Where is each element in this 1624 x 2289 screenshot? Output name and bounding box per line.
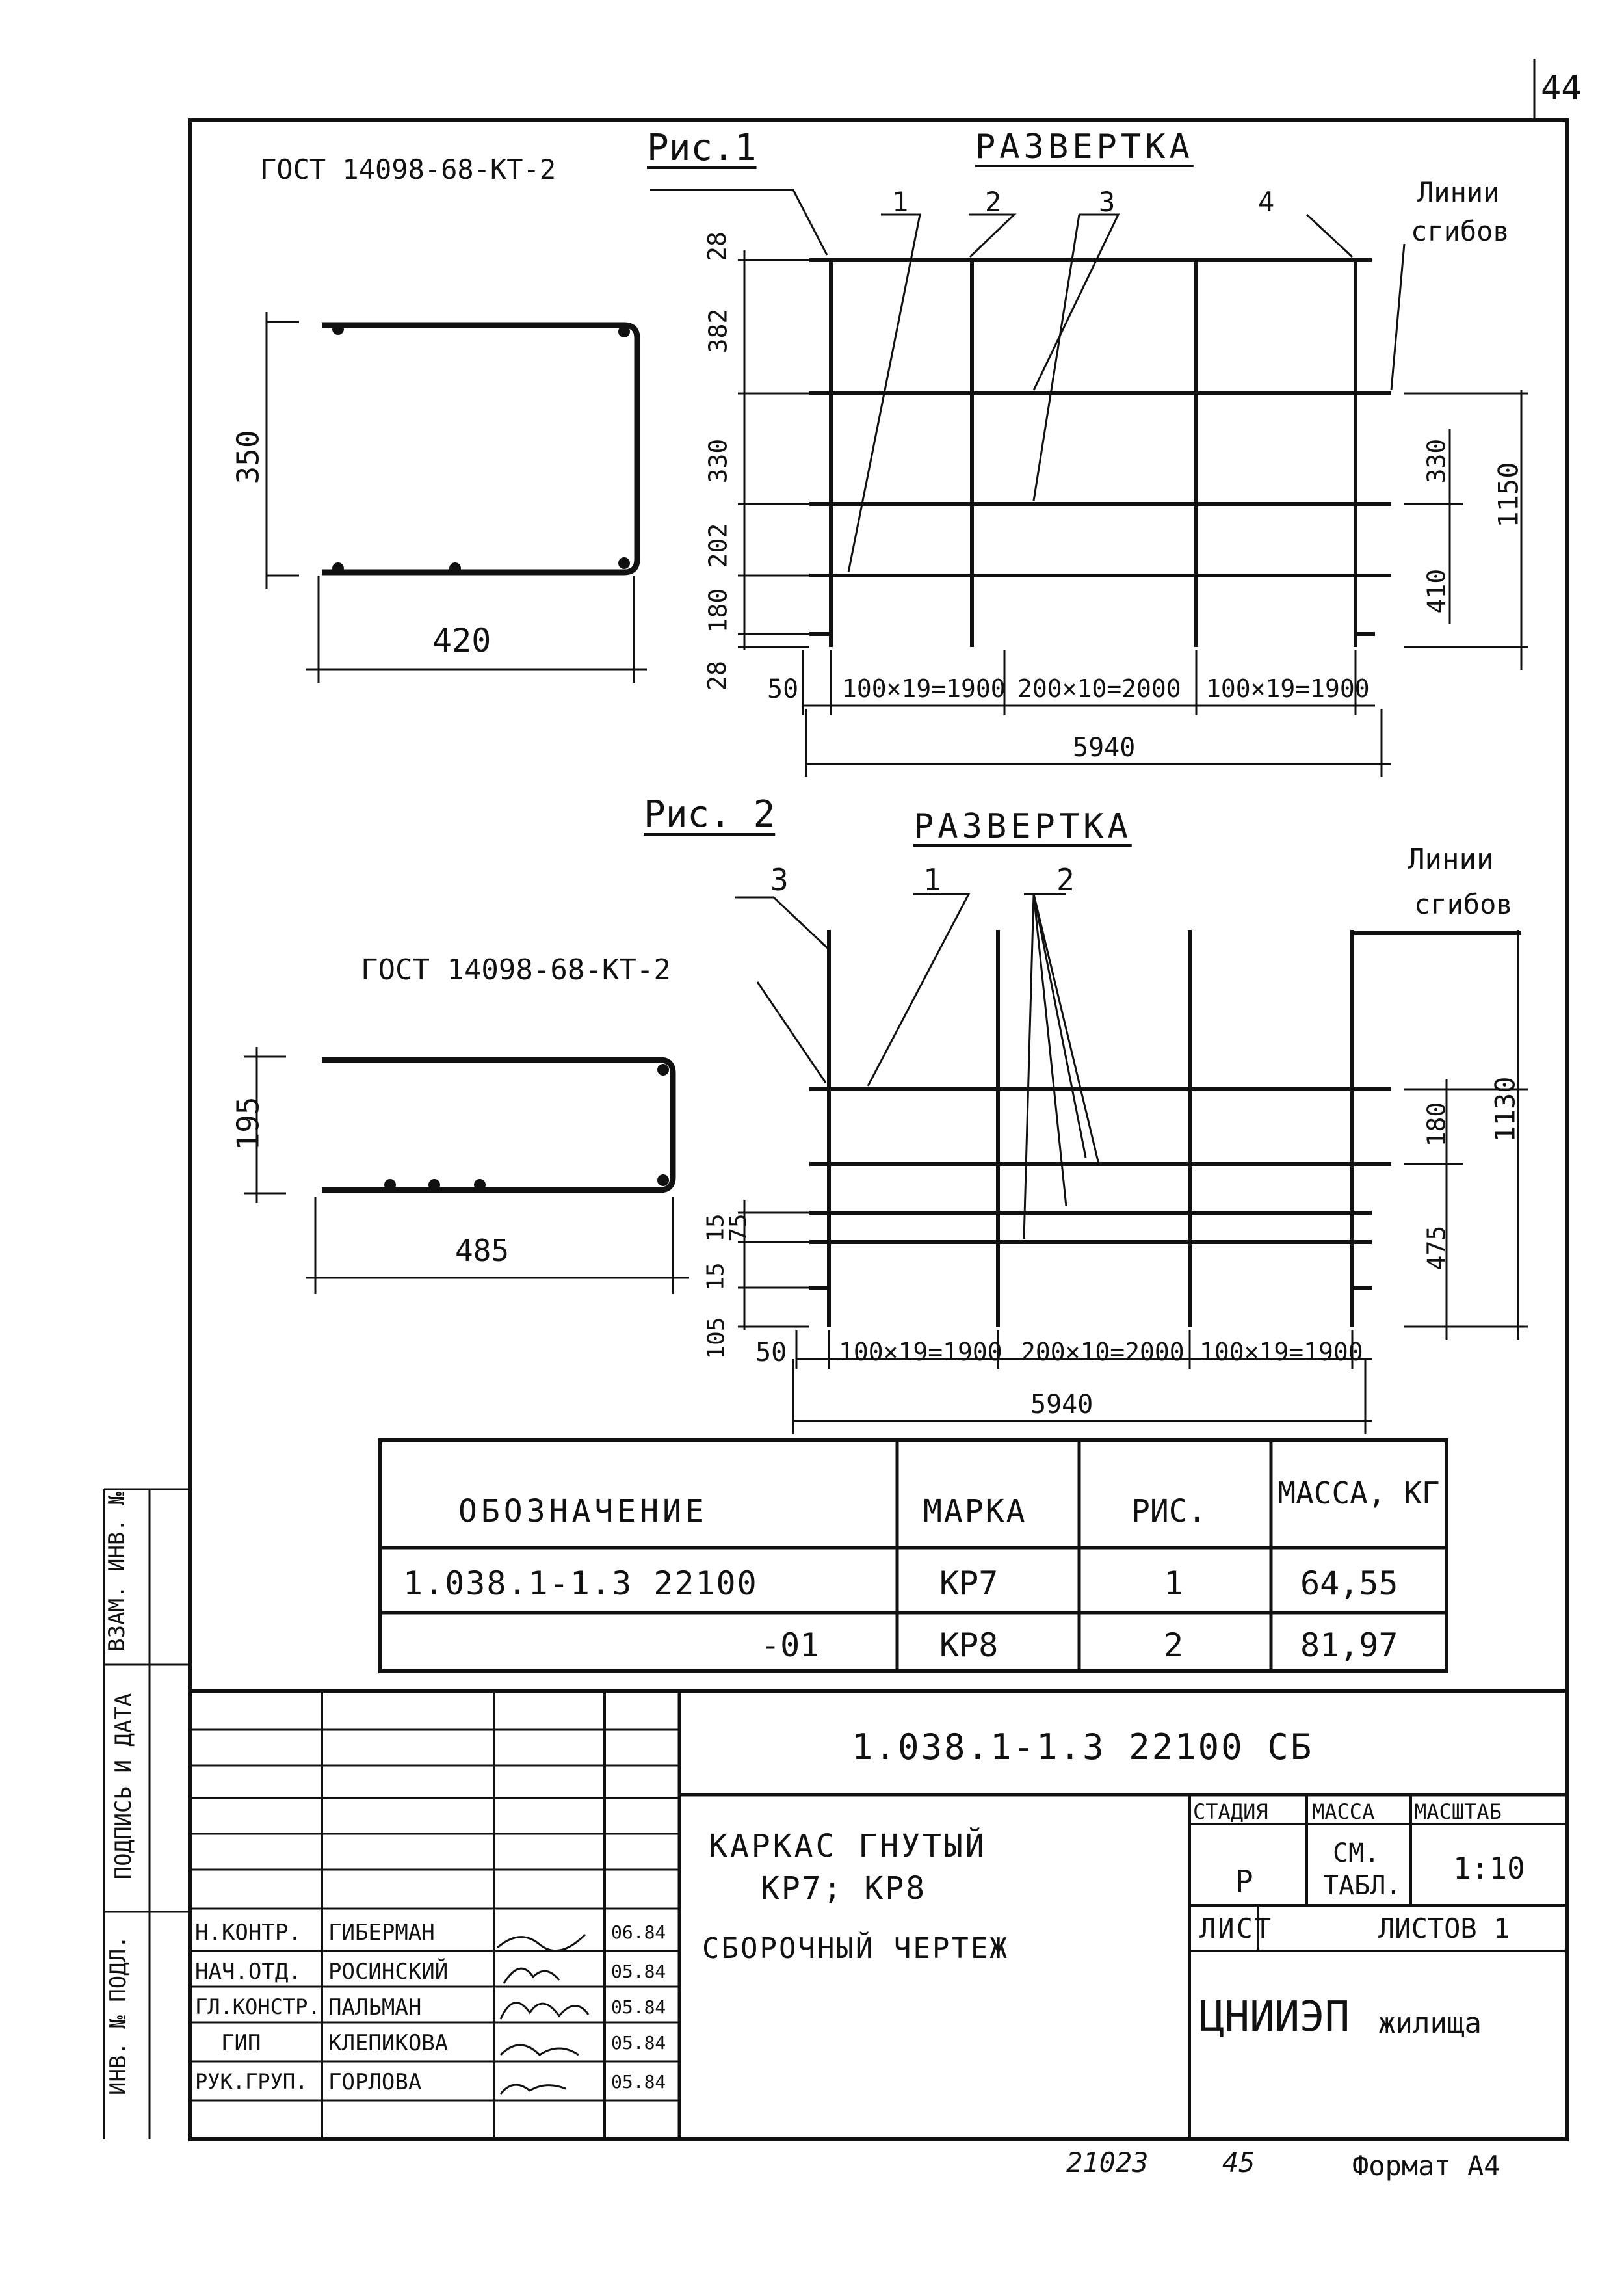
mass-label: МАССА <box>1312 1799 1375 1824</box>
fig1-razvertka: РАЗВЕРТКА <box>975 127 1194 166</box>
sig-role-4: ГИП <box>221 2030 261 2056</box>
fig2-section-width: 485 <box>455 1233 510 1268</box>
fig1-section-width: 420 <box>432 622 491 659</box>
fig2-total-width: 5940 <box>1030 1390 1094 1420</box>
fig2-dim-15-bottom: 15 <box>702 1262 729 1291</box>
sig-role-1: Н.КОНТР. <box>195 1920 302 1946</box>
spec-header-fig: РИС. <box>1131 1493 1207 1529</box>
fig1-fold-lines-1: Линии <box>1417 176 1500 208</box>
fig2-right-dim-475: 475 <box>1422 1225 1451 1271</box>
sig-role-5: РУК.ГРУП. <box>195 2069 308 2094</box>
spec-row1-mark: КР7 <box>939 1565 999 1602</box>
fig1-dim-202: 202 <box>703 523 733 568</box>
stage-value: Р <box>1235 1864 1253 1899</box>
mass-value-2: ТАБЛ. <box>1323 1871 1402 1901</box>
strip-podpis-data: ПОДПИСЬ И ДАТА <box>111 1693 137 1880</box>
sig-name-5: ГОРЛОВА <box>328 2069 422 2095</box>
fig1-callout-2: 2 <box>985 186 1002 218</box>
fig1-fold-lines-2: сгибов <box>1411 215 1510 247</box>
scale-label: МАСШТАБ <box>1414 1799 1502 1824</box>
fig1-dim-180: 180 <box>703 588 733 633</box>
product-name-line2: КР7; КР8 <box>761 1870 927 1907</box>
fig1-bottom-50: 50 <box>767 674 799 704</box>
fig1-gost: ГОСТ 14098-68-КТ-2 <box>260 153 557 185</box>
product-name-line3: СБОРОЧНЫЙ ЧЕРТЕЖ <box>702 1932 1009 1965</box>
fig2-dim-75: 75 <box>725 1213 752 1242</box>
fig1-dim-330: 330 <box>703 438 733 484</box>
fig2-right-dim-1130: 1130 <box>1489 1076 1521 1143</box>
fig2-callout-1: 1 <box>923 862 941 897</box>
archive-number: 21023 <box>1066 2147 1149 2178</box>
fig2-dim-15-top: 15 <box>702 1213 729 1242</box>
sig-name-3: ПАЛЬМАН <box>328 1994 422 2020</box>
mass-value-1: СМ. <box>1333 1838 1380 1868</box>
fig2-title: Рис. 2 <box>644 793 776 836</box>
sig-date-5: 05.84 <box>611 2071 666 2093</box>
spec-row2-mass: 81,97 <box>1300 1626 1398 1664</box>
doc-code: 1.038.1-1.3 22100 СБ <box>852 1727 1314 1767</box>
sig-date-3: 05.84 <box>611 1996 666 2018</box>
spec-row1-designation: 1.038.1-1.3 22100 <box>403 1565 758 1602</box>
sheets-label: ЛИСТОВ 1 <box>1378 1912 1510 1944</box>
fig1-callout-3: 3 <box>1099 186 1116 218</box>
strip-inv-podl: ИНВ. № ПОДЛ. <box>105 1935 131 2095</box>
scale-value: 1:10 <box>1453 1851 1525 1886</box>
sig-name-4: КЛЕПИКОВА <box>328 2030 449 2056</box>
fig2-bottom-1900-a: 100×19=1900 <box>839 1338 1002 1366</box>
fig2-fold-lines-2: сгибов <box>1414 888 1513 920</box>
spec-row2-fig: 2 <box>1164 1626 1184 1664</box>
fig2-dim-105: 105 <box>703 1317 730 1360</box>
fig2-fold-lines-1: Линии <box>1408 843 1494 876</box>
fig1-right-dim-410: 410 <box>1422 568 1451 614</box>
fig1-section-height: 350 <box>230 430 266 484</box>
product-name-line1: КАРКАС ГНУТЫЙ <box>709 1828 987 1864</box>
fig1-title: Рис.1 <box>647 127 757 169</box>
fig1-total-width: 5940 <box>1073 733 1136 763</box>
spec-row2-designation: -01 <box>761 1626 820 1664</box>
sig-date-2: 05.84 <box>611 1961 666 1982</box>
sheet-number: 44 <box>1541 69 1582 108</box>
sig-date-4: 05.84 <box>611 2032 666 2054</box>
fig1-right-dim-330: 330 <box>1422 438 1451 484</box>
fig1-bottom-1900-b: 100×19=1900 <box>1206 674 1370 703</box>
sig-date-1: 06.84 <box>611 1922 666 1943</box>
strip-vzam-inv: ВЗАМ. ИНВ. № <box>104 1492 130 1652</box>
sig-role-3: ГЛ.КОНСТР. <box>195 1994 321 2019</box>
fig1-dim-28-top: 28 <box>702 232 731 261</box>
spec-header-mark: МАРКА <box>923 1493 1027 1529</box>
fig1-callout-4: 4 <box>1258 186 1275 218</box>
org-small: жилища <box>1378 2007 1482 2040</box>
fig2-bottom-2000: 200×10=2000 <box>1021 1338 1185 1366</box>
spec-header-designation: ОБОЗНАЧЕНИЕ <box>458 1493 708 1529</box>
format-label: Формат А4 <box>1352 2150 1500 2182</box>
fig2-callout-3: 3 <box>770 862 789 897</box>
fig1-bottom-1900-a: 100×19=1900 <box>842 674 1006 703</box>
spec-row1-fig: 1 <box>1164 1565 1184 1602</box>
spec-row2-mark: КР8 <box>939 1626 999 1664</box>
spec-row1-mass: 64,55 <box>1300 1565 1398 1602</box>
fig1-right-dim-1150: 1150 <box>1492 462 1525 528</box>
page-number: 45 <box>1222 2147 1255 2178</box>
fig1-dim-28-bottom: 28 <box>702 661 731 691</box>
fig2-callout-2: 2 <box>1056 862 1075 897</box>
fig2-bottom-1900-b: 100×19=1900 <box>1199 1338 1363 1366</box>
fig2-section-height: 195 <box>230 1096 266 1151</box>
sig-role-2: НАЧ.ОТД. <box>195 1959 302 1985</box>
sig-name-1: ГИБЕРМАН <box>328 1920 435 1946</box>
fig2-bottom-50: 50 <box>755 1338 787 1368</box>
fig1-bottom-2000: 200×10=2000 <box>1017 674 1181 703</box>
sheet-label: ЛИСТ <box>1199 1912 1274 1944</box>
fig1-dim-382: 382 <box>703 308 733 354</box>
org-big: ЦНИИЭП <box>1199 1993 1350 2041</box>
fig2-razvertka: РАЗВЕРТКА <box>913 807 1132 846</box>
fig2-right-dim-180: 180 <box>1422 1102 1451 1147</box>
sig-name-2: РОСИНСКИЙ <box>328 1959 449 1985</box>
stage-label: СТАДИЯ <box>1193 1799 1268 1824</box>
fig1-callout-1: 1 <box>892 186 909 218</box>
fig2-gost: ГОСТ 14098-68-КТ-2 <box>361 953 671 986</box>
spec-header-mass: МАССА, КГ <box>1277 1475 1440 1511</box>
